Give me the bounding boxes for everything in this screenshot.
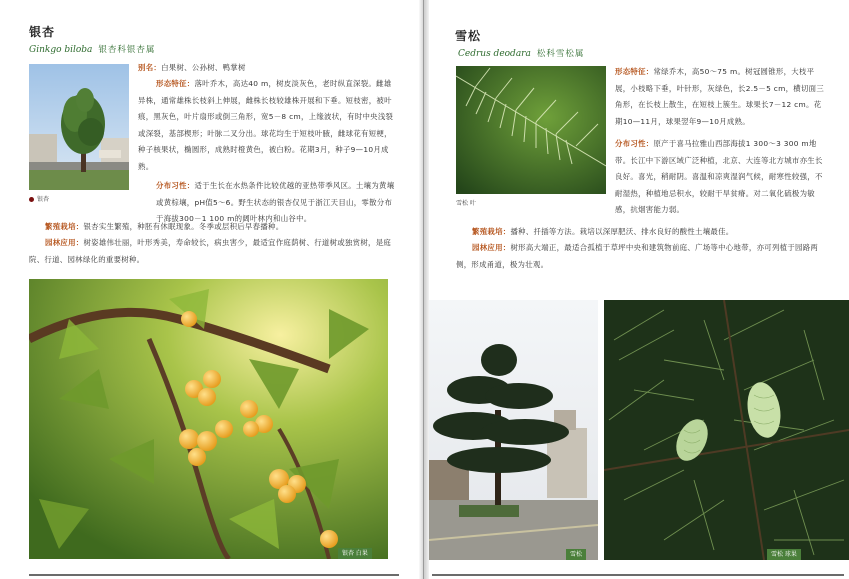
cedar-cone-photo [604,300,849,560]
cedar-latin-name: Cedrus deodara [458,49,531,59]
right-page [429,0,849,579]
ginkgo-fruit-caption: 银杏 白果 [338,548,372,559]
cedar-landscape: 园林应用：树形高大端正，最适合孤植于草坪中央和建筑物前庭、广场等中心地带，亦可列植于园路两侧，形成甬道，极为壮观。 [456,243,819,269]
ginkgo-propagation: 繁殖栽培：银杏实生繁殖，种胚有休眠现象。冬季或层积后早春播种。 [45,222,284,231]
right-bottom-rule [432,574,844,576]
cedar-tree-caption: 雪松 [566,549,586,560]
ginkgo-title: 银杏 [29,25,56,39]
ginkgo-morphology: 形态特征：落叶乔木，高达40 m，树皮淡灰色，老时纵直深裂。雌雄异株，通常雄株长枝斜上伸展，雌株长枝较雄株开展和下垂。短枝密，被叶痕，黑灰色，叶片扇形或倒三角形，宽5－8 cm，上缘波状，有时中央浅裂或深裂，基部楔形；叶脉二叉分出。球花均生于短枝叶腋，雌球花有短梗，种子核果状，椭圆形，成熟时橙黄色，被白粉。花期3月，种子9—10月成熟。 [138,79,394,171]
ginkgo-landscape: 园林应用：树姿雄伟壮丽，叶形秀美，寿命较长，病虫害少，最适宜作庭荫树、行道树或独赏树，是庭院、行道、园林绿化的重要树种。 [29,238,392,264]
ginkgo-tree-caption: 银杏 [29,194,49,203]
cedar-cone-caption: 雪松 球果 [767,549,801,560]
cedar-leaf-caption: 雪松 叶 [456,200,476,207]
cedar-scientific-name [458,47,584,59]
ginkgo-latin-name: Ginkgo biloba [29,45,93,55]
ginkgo-tree-photo [29,64,129,190]
cedar-title: 雪松 [455,29,482,43]
ginkgo-scientific-name [29,43,155,55]
ginkgo-family: 银杏科银杏属 [98,45,156,55]
ginkgo-fruit-photo [29,279,388,559]
ginkgo-distribution: 分布习性：适于生长在水热条件比较优越的亚热带季风区。土壤为黄壤或黄棕壤，pH值5～6。野生状态的银杏仅见于浙江天目山，零散分布于海拔300－1 100 m的阔叶林内和山谷中。 [156,181,395,224]
cedar-tree-photo [429,300,598,560]
cedar-distribution: 分布习性：原产于喜马拉雅山西部海拔1 300～3 300 m地带。长江中下游区域广泛种植，北京、大连等北方城市亦生长良好。喜光，稍耐阴。喜温和凉爽湿润气候，耐寒性较强，不耐湿热，种植地忌积水，较耐干旱贫瘠。对二氧化硫极为敏感，抗烟害能力弱。 [615,139,823,215]
ginkgo-alias: 别名：白果树、公孙树、鸭掌树 [138,63,246,72]
left-page [0,0,419,579]
gutter-line [423,0,424,579]
book-gutter [419,0,429,579]
cedar-morphology: 形态特征：常绿乔木，高50～75 m。树冠圆锥形，大枝平展，小枝略下垂，叶针形，灰绿色，长2.5－5 cm，横切面三角形，在长枝上散生，在短枝上簇生。球果长7－12 cm。花期10—11月，球果翌年9—10月成熟。 [615,67,825,126]
cedar-family: 松科雪松属 [536,49,585,59]
cedar-propagation: 繁殖栽培：播种、扦插等方法。栽培以深厚肥沃、排水良好的酸性土壤最佳。 [472,227,734,236]
left-bottom-rule [29,574,399,576]
